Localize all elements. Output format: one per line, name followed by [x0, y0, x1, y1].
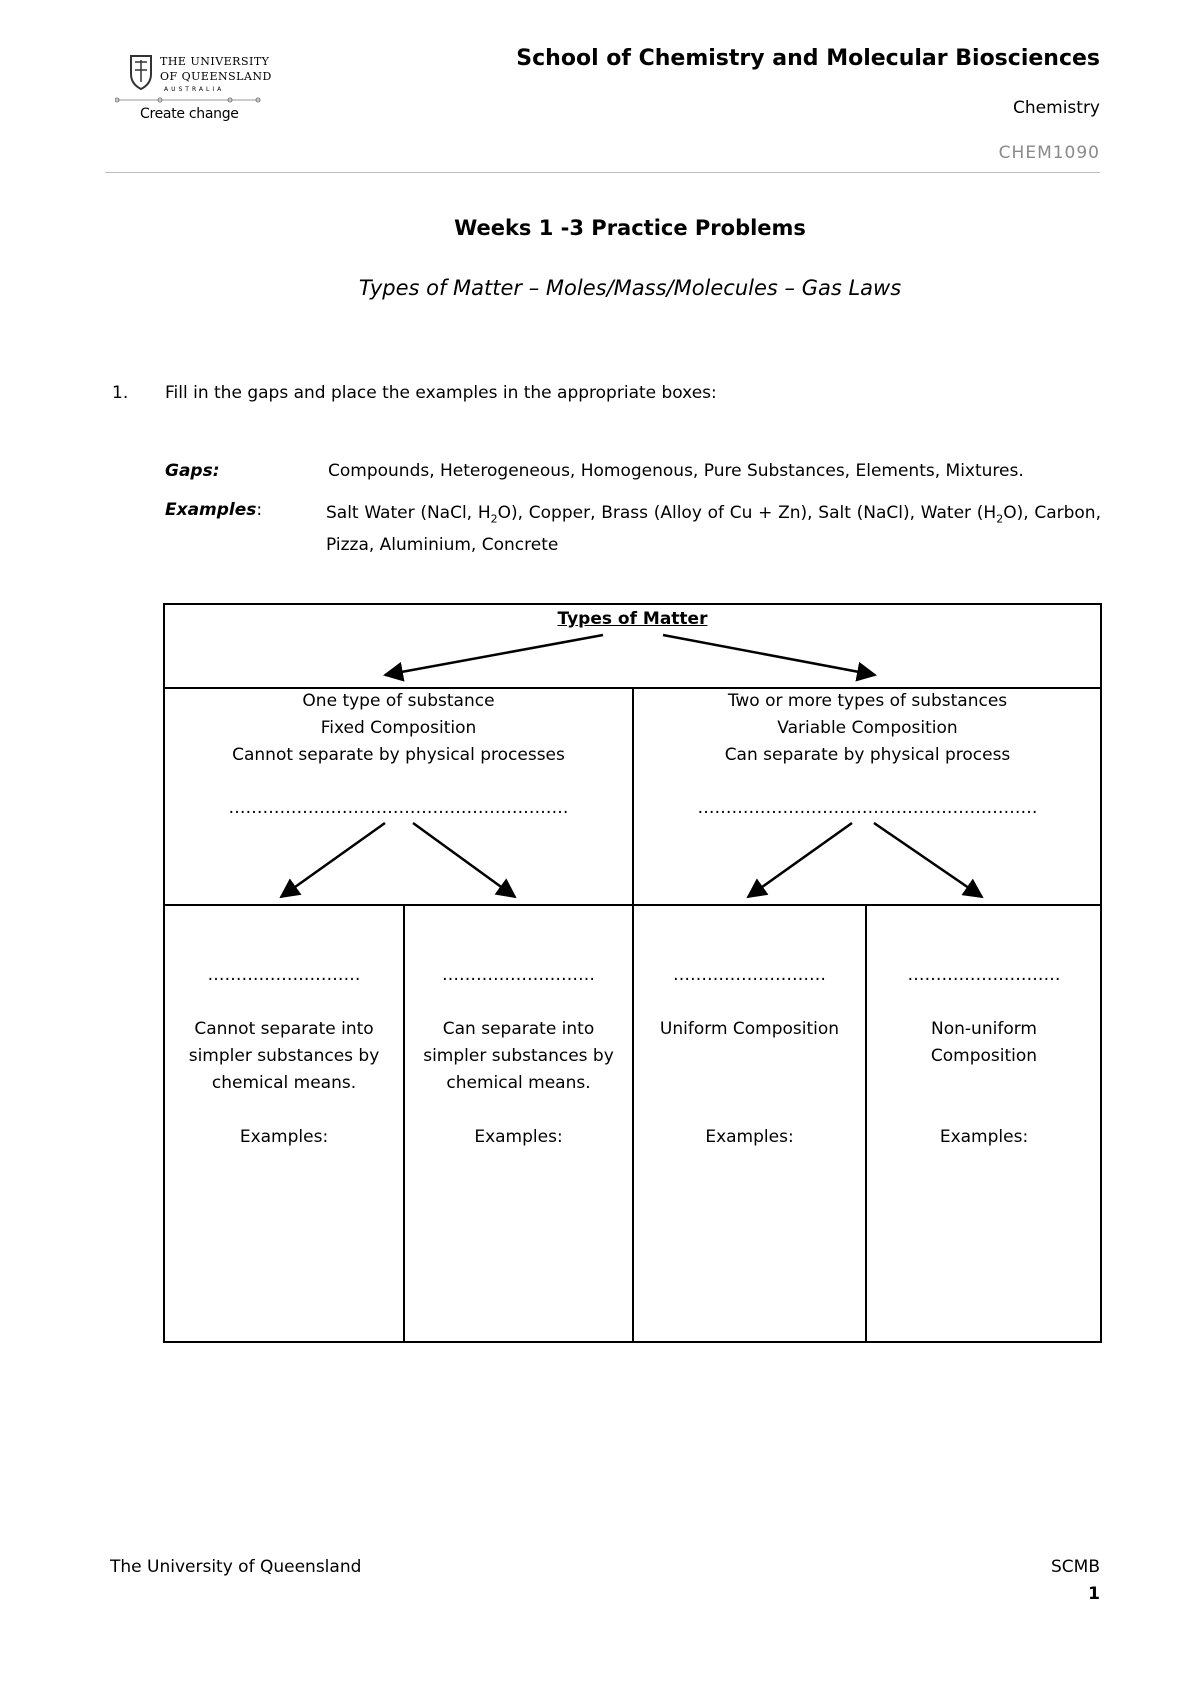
- right-blank: ……………………………………………………: [697, 798, 1038, 818]
- mixture-box: [633, 688, 1102, 822]
- course-code: CHEM1090: [998, 143, 1100, 163]
- bottom-examples: Examples:: [705, 1127, 794, 1147]
- right-line1: Two or more types of substances: [727, 691, 1008, 711]
- bottom-desc: Cannot separate into: [194, 1019, 374, 1039]
- discipline: Chemistry: [1013, 98, 1100, 118]
- compound-box: [404, 962, 633, 1151]
- right-line2: Variable Composition: [777, 718, 958, 738]
- bottom-desc: simpler substances by: [188, 1046, 380, 1066]
- examples-colon: :: [256, 500, 263, 520]
- question-number: 1.: [112, 383, 129, 403]
- right-line3: Can separate by physical process: [724, 745, 1011, 765]
- question-text: Fill in the gaps and place the examples in the appropriate boxes:: [165, 383, 717, 403]
- gaps-value: Compounds, Heterogeneous, Homogenous, Pure Substances, Elements, Mixtures.: [328, 461, 1024, 481]
- bottom-desc: chemical means.: [446, 1073, 591, 1093]
- element-box: [164, 962, 404, 1151]
- logo-tagline: Create change: [140, 106, 239, 122]
- bottom-desc: Can separate into: [442, 1019, 595, 1039]
- bottom-examples: Examples:: [474, 1127, 563, 1147]
- logo-text-line2: OF QUEENSLAND: [160, 70, 272, 83]
- arrow-right-a: [748, 823, 852, 897]
- arrow-to-left: [385, 635, 603, 675]
- arrow-to-right: [663, 635, 875, 675]
- footer-institution: The University of Queensland: [110, 1557, 362, 1577]
- bottom-desc: Non-uniform: [931, 1019, 1037, 1039]
- bottom-desc: simpler substances by: [423, 1046, 614, 1066]
- page-title: Weeks 1 -3 Practice Problems: [454, 216, 806, 240]
- bottom-desc: chemical means.: [211, 1073, 357, 1093]
- left-line2: Fixed Composition: [320, 718, 477, 738]
- bottom-examples: Examples:: [239, 1127, 329, 1147]
- footer-school: SCMB: [1051, 1557, 1100, 1577]
- examples-text-part: O), Copper, Brass (Alloy of Cu + Zn), Salt (NaCl), Water (H: [497, 503, 997, 523]
- subscript: 2: [996, 512, 1004, 526]
- arrow-right-b: [874, 823, 982, 897]
- examples-label: Examples: [165, 500, 257, 520]
- left-line3: Cannot separate by physical processes: [232, 745, 565, 765]
- bottom-blank: ………………………: [673, 965, 826, 985]
- page-number: 1: [1088, 1584, 1100, 1604]
- bottom-desc: Composition: [930, 1046, 1038, 1066]
- left-line1: One type of substance: [302, 691, 495, 711]
- heterogeneous-box: [866, 962, 1102, 1151]
- bottom-blank: ………………………: [442, 965, 595, 985]
- bottom-blank: ………………………: [207, 965, 361, 985]
- examples-text-part: Salt Water (NaCl, H: [326, 503, 491, 523]
- bottom-examples: Examples:: [939, 1127, 1029, 1147]
- logo-text-line3: AUSTRALIA: [164, 86, 225, 93]
- examples-text-part: O), Carbon, Pizza, Aluminium, Concrete: [326, 503, 1101, 556]
- arrow-left-b: [413, 823, 515, 897]
- left-blank: ……………………………………………………: [228, 798, 569, 818]
- pure-substance-box: [164, 688, 633, 822]
- school-name: School of Chemistry and Molecular Biosciences: [516, 46, 1100, 71]
- homogeneous-box: [633, 962, 866, 1151]
- diagram-top-title: Types of Matter: [557, 609, 708, 629]
- gaps-label: Gaps:: [165, 461, 220, 481]
- bottom-blank: ………………………: [907, 965, 1061, 985]
- subscript: 2: [490, 512, 498, 526]
- bottom-desc: Uniform Composition: [659, 1019, 840, 1039]
- page-subtitle: Types of Matter – Moles/Mass/Molecules – Gas Laws: [358, 276, 902, 300]
- arrow-left-a: [281, 823, 385, 897]
- logo-text-line1: THE UNIVERSITY: [160, 55, 270, 68]
